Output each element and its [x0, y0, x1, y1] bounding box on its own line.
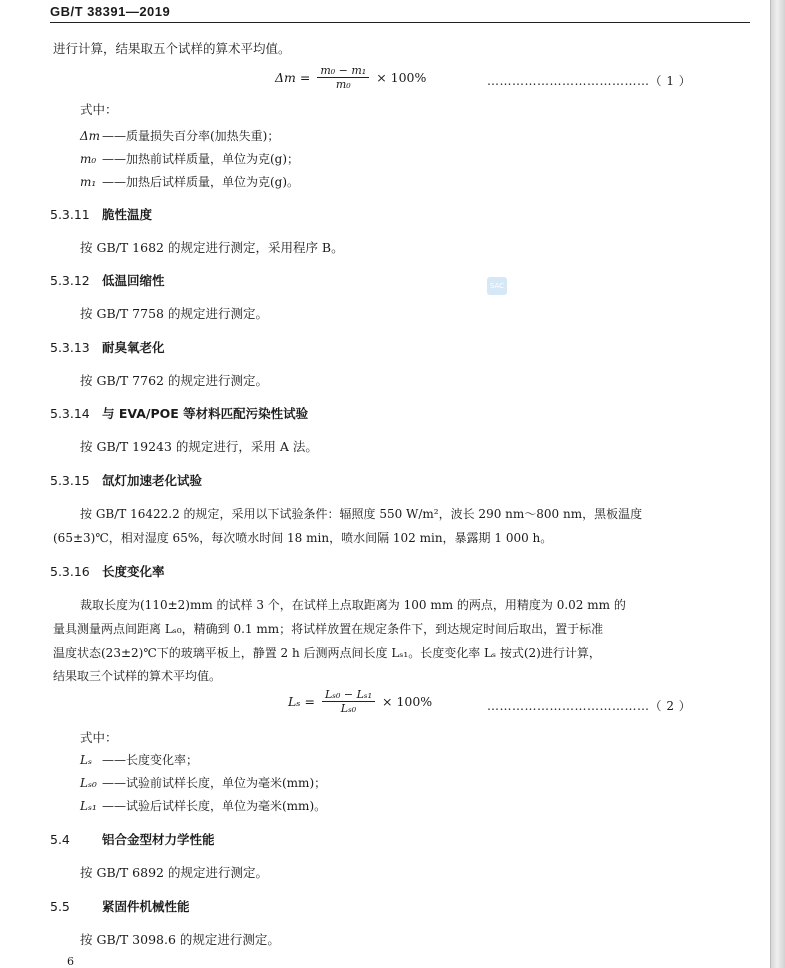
section-heading: [50, 833, 215, 847]
section-number: 5.3.16: [50, 564, 90, 579]
section-heading: [50, 474, 202, 488]
eq2-rhs: × 100%: [382, 694, 433, 709]
eq2-def-text: ——试验后试样长度，单位为毫米(mm)。: [102, 799, 327, 813]
equation-1-number: …………………………………（ 1 ）: [487, 74, 692, 88]
section-body: 按 GB/T 7758 的规定进行测定。: [80, 306, 268, 321]
section-title: 耐臭氧老化: [102, 340, 165, 355]
section-title: 低温回缩性: [102, 273, 165, 288]
equation-2: [288, 688, 432, 715]
eq1-def-symbol: Δm: [80, 129, 101, 143]
page-number: 6: [67, 955, 74, 968]
eq2-def-symbol: Lₛ₁: [80, 799, 97, 813]
section-number: 5.3.14: [50, 406, 90, 421]
section-number: 5.3.15: [50, 473, 90, 488]
equation-2-number: …………………………………（ 2 ）: [487, 699, 692, 713]
section-body-line: 裁取长度为(110±2)mm 的试样 3 个，在试样上点取距离为 100 mm 的两点，用精度为 0.02 mm 的: [80, 598, 626, 612]
eq1-def-text: ——加热前试样质量，单位为克(g)；: [102, 152, 300, 166]
section-number: 5.3.11: [50, 207, 90, 222]
eq1-def-text: ——加热后试样质量，单位为克(g)。: [102, 175, 300, 189]
section-heading: [50, 274, 165, 288]
eq2-def-symbol: Lₛ₀: [80, 776, 97, 790]
section-title: 铝合金型材力学性能: [102, 832, 215, 847]
section-heading: [50, 407, 308, 421]
section-heading: [50, 565, 165, 579]
section-body-line: 温度状态(23±2)℃下的玻璃平板上，静置 2 h 后测两点间长度 Lₛ₁。长度变化率 Lₛ 按式(2)进行计算，: [53, 646, 601, 660]
eq2-def-text: ——试验前试样长度，单位为毫米(mm)；: [102, 776, 327, 790]
section-title: 长度变化率: [102, 564, 165, 579]
eq1-rhs: × 100%: [376, 70, 427, 85]
section-heading: [50, 208, 152, 222]
eq1-fraction: [317, 64, 369, 91]
eq2-lhs: Lₛ =: [288, 694, 315, 709]
section-body-line: 按 GB/T 16422.2 的规定，采用以下试验条件：辐照度 550 W/m²，波长 290 nm～800 nm，黑板温度: [80, 507, 643, 521]
eq2-def-row: [80, 799, 326, 813]
section-number: 5.3.12: [50, 273, 90, 288]
standard-code-header: GB/T 38391—2019: [50, 4, 171, 19]
section-title: 氙灯加速老化试验: [102, 473, 203, 488]
section-heading: [50, 341, 165, 355]
equation-1: [275, 64, 426, 91]
section-number: 5.4: [50, 832, 70, 847]
eq1-where-label: 式中：: [80, 102, 118, 117]
watermark-stamp: SAC: [487, 277, 507, 295]
section-body: 按 GB/T 3098.6 的规定进行测定。: [80, 932, 280, 947]
section-body-line: 量具测量两点间距离 Lₛ₀，精确到 0.1 mm；将试样放置在规定条件下，到达规定时间后取出，置于标准: [53, 622, 604, 636]
section-number: 5.3.13: [50, 340, 90, 355]
section-heading: [50, 900, 190, 914]
section-title: 紧固件机械性能: [102, 899, 190, 914]
eq2-def-row: [80, 776, 326, 790]
eq2-def-symbol: Lₛ: [80, 753, 93, 767]
eq1-denominator: m₀: [317, 77, 369, 91]
section-body-line: (65±3)℃，相对湿度 65%，每次喷水时间 18 min，喷水间隔 102 min，暴露期 1 000 h。: [53, 531, 553, 545]
eq1-numerator: m₀ − m₁: [320, 64, 367, 77]
section-title: 与 EVA/POE 等材料匹配污染性试验: [102, 406, 309, 421]
eq2-denominator: Lₛ₀: [322, 701, 375, 715]
section-body: 按 GB/T 7762 的规定进行测定。: [80, 373, 268, 388]
section-body-line: 结果取三个试样的算术平均值。: [53, 669, 222, 683]
eq1-def-text: ——质量损失百分率(加热失重)；: [102, 129, 280, 143]
section-body: 按 GB/T 1682 的规定进行测定，采用程序 B。: [80, 240, 344, 255]
header-rule: [50, 22, 750, 23]
section-body: 按 GB/T 19243 的规定进行，采用 A 法。: [80, 439, 318, 454]
eq2-fraction: [322, 688, 375, 715]
section-body: 按 GB/T 6892 的规定进行测定。: [80, 865, 268, 880]
eq1-def-row: [80, 152, 299, 166]
eq1-def-symbol: m₁: [80, 175, 97, 189]
eq2-def-text: ——长度变化率；: [102, 753, 199, 767]
viewer-scrollbar[interactable]: [770, 0, 785, 968]
eq1-def-row: [80, 129, 279, 143]
section-number: 5.5: [50, 899, 70, 914]
eq1-lhs: Δm =: [275, 70, 311, 85]
eq2-numerator: Lₛ₀ − Lₛ₁: [324, 688, 373, 701]
eq2-def-row: [80, 753, 198, 767]
eq2-where-label: 式中：: [80, 730, 118, 745]
eq1-def-symbol: m₀: [80, 152, 97, 166]
eq1-def-row: [80, 175, 299, 189]
section-title: 脆性温度: [102, 207, 153, 222]
intro-line: 进行计算，结果取五个试样的算术平均值。: [53, 41, 291, 56]
